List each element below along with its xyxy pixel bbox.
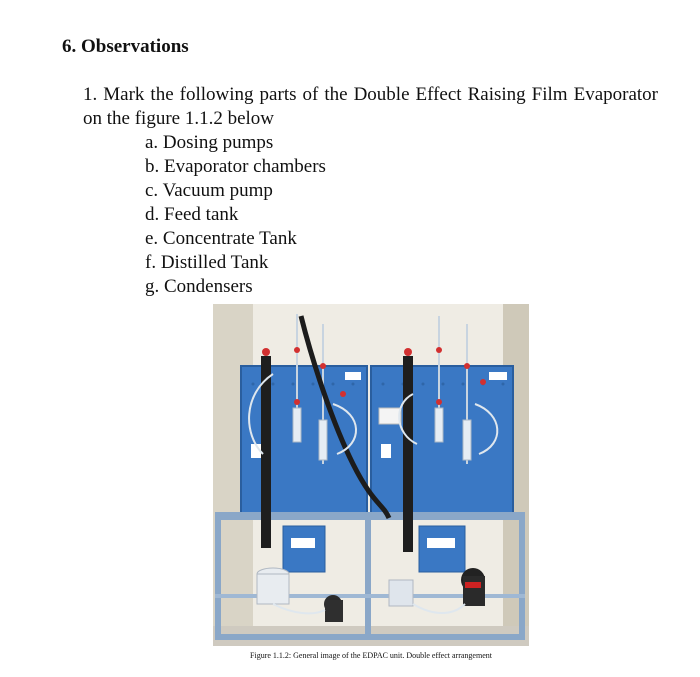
evaporator-photo [213,304,529,646]
list-item: g. Condensers [145,276,253,297]
list-item: c. Vacuum pump [145,180,273,201]
list-item: d. Feed tank [145,204,239,225]
figure-caption: Figure 1.1.2: General image of the EDPAC unit. Double effect arrangement [250,651,492,660]
parts-list [145,131,326,299]
list-item: f. Distilled Tank [145,252,269,273]
section-heading: 6. Observations [62,36,189,57]
question-text: 1. Mark the following parts of the Double Effect Raising Film Evaporator on the figure 1.1.2 below [83,84,658,129]
list-item: b. Evaporator chambers [145,156,326,177]
evaporator-illustration [213,304,529,646]
list-item: a. Dosing pumps [145,132,274,153]
list-item: e. Concentrate Tank [145,228,297,249]
